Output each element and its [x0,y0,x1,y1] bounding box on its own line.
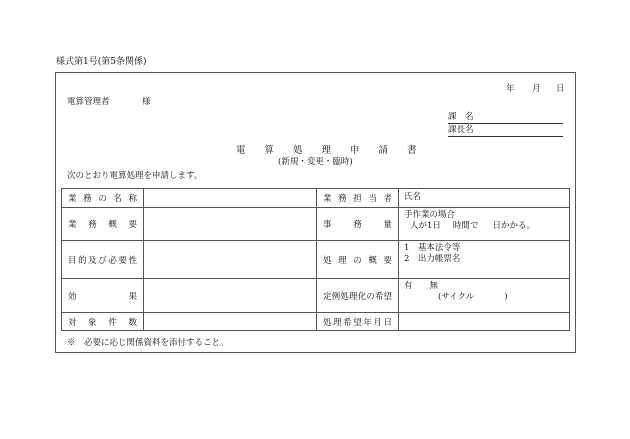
date-year-label: 年 [506,84,515,94]
cycle-close-text: ) [504,292,508,303]
processing-overview-label: 処理の概要 [317,241,399,279]
chief-name-field[interactable] [448,136,563,137]
section-name-field[interactable] [448,123,563,124]
processing-overview-cell[interactable] [399,241,570,279]
document-subtitle: (新規・変更・臨時) [278,157,353,167]
business-name-cell[interactable] [144,189,317,208]
target-count-label: 対象件数 [62,313,144,331]
document-title: 電 算 処 理 申 請 書 [236,145,417,156]
person-in-charge-label: 業務担当者 [317,189,399,208]
honorific: 様 [142,97,151,107]
application-table [61,188,570,331]
periodic-request-cell[interactable] [399,279,570,313]
section-name-label: 課 名 [448,112,474,122]
business-name-label: 業務の名称 [62,189,144,208]
person-name-label: 氏名 [404,192,422,203]
chief-name-label: 課長名 [448,125,474,135]
workload-sentence [404,221,564,232]
workload-cell[interactable] [399,208,570,241]
overview-cell[interactable] [144,208,317,241]
date-month-label: 月 [532,84,541,94]
requested-date-cell[interactable] [399,313,570,331]
cycle-open-text: (サイクル [438,292,475,303]
overview-label: 業務概要 [62,208,144,241]
effect-cell[interactable] [144,279,317,313]
output-forms-item: 2 出力帳票名 [404,254,461,265]
cycle-field [404,292,564,303]
target-count-cell[interactable] [144,313,317,331]
form-number: 様式第1号(第5条関係) [56,57,147,67]
legal-basis-item: 1 基本法令等 [404,243,461,253]
manual-case-text: 手作業の場合 [404,210,456,220]
intro-text: 次のとおり電算処理を申請します。 [67,171,203,181]
periodic-request-label: 定例処理化の希望 [317,279,399,313]
effect-label: 効果 [62,279,144,313]
purpose-cell[interactable] [144,241,317,279]
workload-label: 事務量 [317,208,399,241]
requested-date-label: 処理希望年月日 [317,313,399,331]
hours-text: 時間で [452,221,479,232]
date-day-label: 日 [556,84,565,94]
people-per-day-text: 人が1日 [410,221,441,232]
yes-no-options[interactable]: 有 無 [404,281,439,291]
addressee: 電算管理者 [67,97,110,107]
purpose-label: 目的及び必要性 [62,241,144,279]
days-text: 日かかる。 [492,221,535,232]
attachment-note: ※ 必要に応じ関係資料を添付すること。 [67,338,229,348]
person-in-charge-cell[interactable] [399,189,570,208]
